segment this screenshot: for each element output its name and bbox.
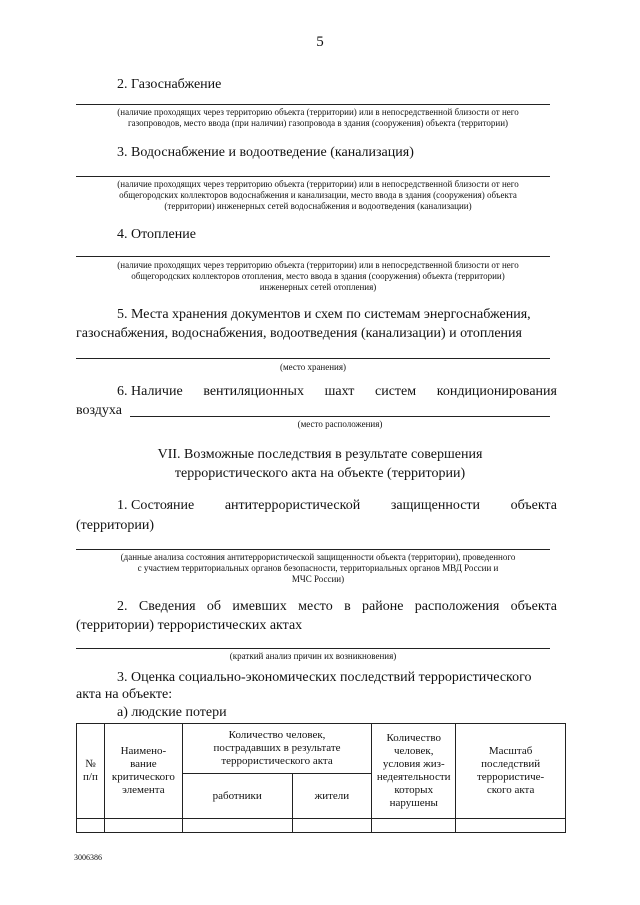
caption-line: (наличие проходящих через территорию объекта (территории) или в непосредственной близости от него <box>117 179 519 189</box>
word: шахт <box>324 384 355 399</box>
fill-line-protection <box>76 549 550 550</box>
fill-line-heating <box>76 256 550 257</box>
header-text: элемента <box>122 784 165 796</box>
header-text: человек, <box>393 745 434 757</box>
header-text: № <box>85 758 96 770</box>
table-cell <box>292 819 372 833</box>
caption-line: (наличие проходящих через территорию объекта (территории) или в непосредственной близости от него <box>117 107 519 117</box>
heading-gas: 2. Газоснабжение <box>117 77 222 92</box>
header-text: пострадавших в результате <box>213 742 341 754</box>
item6-line2: воздуха <box>76 403 122 418</box>
col-name-header <box>104 724 182 819</box>
word: кондиционирования <box>436 384 557 399</box>
table-cell <box>456 819 566 833</box>
section-7-line: VII. Возможные последствия в результате совершения <box>157 447 483 462</box>
caption-line: (данные анализа состояния антитеррористической защищенности объекта (территории), проведенного <box>120 552 516 562</box>
col-living-header <box>372 724 456 819</box>
caption-line: МЧС России) <box>291 574 345 584</box>
caption-water <box>60 179 576 212</box>
caption-gas <box>60 107 576 129</box>
caption-heating <box>60 260 576 293</box>
caption-acts: (краткий анализ причин их возникновения) <box>229 651 397 661</box>
word: защищенности <box>390 498 481 513</box>
header-text: ского акта <box>486 784 535 796</box>
header-text: условия жиз- <box>382 758 445 770</box>
header-text: п/п <box>83 771 98 783</box>
caption-line: (территории) инженерных сетей водоснабжения и водоотведения (канализации) <box>164 201 472 211</box>
item7-3-sub: а) людские потери <box>117 705 227 720</box>
heading-water: 3. Водоснабжение и водоотведение (канализация) <box>117 145 414 160</box>
header-text: последствий <box>481 758 541 770</box>
header-text: Количество человек, <box>228 729 326 741</box>
fill-line-storage <box>76 358 550 359</box>
page-number: 5 <box>316 34 324 50</box>
table-cell <box>77 819 105 833</box>
header-text: Масштаб <box>488 745 533 757</box>
caption-ventilation: (место расположения) <box>297 419 383 429</box>
item6-line1 <box>117 383 557 400</box>
col-scale-header <box>456 724 566 819</box>
header-text: Наимено- <box>120 745 167 757</box>
section-7-title <box>80 445 560 483</box>
fill-line-gas <box>76 104 550 105</box>
caption-line: (наличие проходящих через территорию объекта (территории) или в непосредственной близости от него <box>117 260 519 270</box>
fill-line-water <box>76 176 550 177</box>
header-text: вание <box>130 758 157 770</box>
header-text: террористического акта <box>221 755 333 767</box>
footer-code: 3006386 <box>74 853 102 862</box>
item7-3-line1: 3. Оценка социально-экономических последствий террористического <box>117 670 532 685</box>
item7-1-line2: (территории) <box>76 518 155 533</box>
caption-storage: (место хранения) <box>279 362 347 372</box>
fill-line-acts <box>76 648 550 649</box>
word: 1. Состояние <box>117 498 195 513</box>
header-text: которых <box>394 784 434 796</box>
caption-line: с участием территориальных органов безопасности, территориальных органов МВД России и <box>137 563 499 573</box>
caption-protection <box>60 552 576 585</box>
caption-line: общегородских коллекторов водоснабжения и канализации, место ввода в здания (сооружения) объекта <box>119 190 517 200</box>
word: 6. Наличие <box>117 384 183 399</box>
col-victims-header <box>182 724 371 774</box>
table-cell <box>104 819 182 833</box>
header-text: недеятельности <box>376 771 451 783</box>
header-text: Количество <box>386 732 441 744</box>
item7-3-line2: акта на объекте: <box>76 687 173 702</box>
fill-line-ventilation <box>130 416 550 417</box>
caption-line: общегородских коллекторов отопления, место ввода в здания (сооружения) объекта (территории) <box>131 271 505 281</box>
col-number-header <box>77 724 105 819</box>
caption-line: газопроводов, место ввода (при наличии) газопровода в здания (сооружения) объекта (территории) <box>127 118 509 128</box>
word: объекта <box>510 498 557 513</box>
item5-line1: 5. Места хранения документов и схем по системам энергоснабжения, <box>117 307 531 322</box>
word: систем <box>374 384 417 399</box>
item7-2-line1: 2. Сведения об имевших место в районе расположения объекта <box>117 599 557 614</box>
word: антитеррористической <box>224 498 361 513</box>
heading-heating: 4. Отопление <box>117 227 196 242</box>
item7-2-line2: (территории) террористических актах <box>76 618 303 633</box>
header-text: нарушены <box>389 797 438 809</box>
caption-line: инженерных сетей отопления) <box>259 282 377 292</box>
header-text: критического <box>111 771 175 783</box>
table-cell <box>182 819 292 833</box>
header-text: террористиче- <box>476 771 545 783</box>
col-workers-header: работники <box>182 774 292 819</box>
item7-1-line1 <box>117 497 557 514</box>
losses-table <box>76 723 566 833</box>
col-residents-header: жители <box>292 774 372 819</box>
table-cell <box>372 819 456 833</box>
section-7-line: террористического акта на объекте (территории) <box>174 466 466 481</box>
item5-line2: газоснабжения, водоснабжения, водоотведения (канализации) и отопления <box>76 326 522 341</box>
word: вентиляционных <box>203 384 304 399</box>
